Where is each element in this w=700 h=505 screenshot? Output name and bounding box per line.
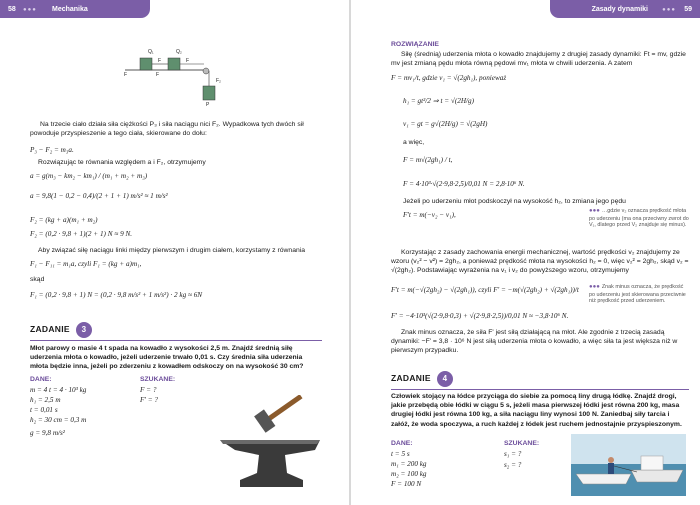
task-heading [30, 322, 92, 338]
equation: F = m√(2gh₁) / t, [403, 156, 453, 164]
task-number-badge: 3 [76, 322, 92, 338]
equation: F't = m(−√(2gh₂) − √(2gh₁)), czyli F' = −m(√(2gh₂) + √(2gh₁))/t [391, 286, 579, 294]
left-page [0, 0, 349, 505]
side-note [589, 284, 689, 305]
equation: F't = m(−v₂ − v₁), [403, 211, 456, 219]
page-number-right: 59 [684, 6, 692, 13]
equation: F = 4·10³·√(2·9,8·2,5)/0,01 N = 2,8·10⁶ N. [403, 180, 525, 188]
equation: v₁ = gt = g√(2H/g) = √(2gH) [403, 120, 488, 128]
page-header-left [0, 0, 150, 18]
sought-label: SZUKANE: [140, 376, 176, 383]
side-note-text: …gdzie v₂ oznacza prędkość młota po uderzeniu (ma ona przeciwny zwrot do V₁, dlatego przed V₂ znajduje się minus). [589, 208, 689, 229]
equation: F₂ = (kg + a)(m₁ + m₂) [30, 216, 98, 224]
given-item: t = 5 s [391, 450, 410, 458]
given-label: DANE: [391, 440, 413, 447]
paragraph: Znak minus oznacza, że siła F' jest siłą działającą na młot. Ale zgodnie z trzecią zasadą dynamiki: −F' = 3,8 · 10⁶ N jest siłą uderzenia młota o kowadło, a więc siła ta jest większa niż w pierwszym przypadku. [391, 329, 678, 355]
note-dots: ●●● [589, 208, 600, 214]
paragraph: Na trzecie ciało działa siła ciężkości P₃ i siła naciągu nici F₂. Wypadkowa tych dwóch sił powoduje przyspieszenie a tego ciała, skierowane do dołu: [30, 121, 304, 138]
equation: a = g(m₃ − km₂ − km₁) / (m₁ + m₂ + m₃) [30, 172, 148, 180]
paragraph: Siłę (średnią) uderzenia młota o kowadło znajdujemy z drugiej zasady dynamiki: Ft = mv, gdzie mv jest zmianą pędu młota równą pędowi mv₁ młota w chwili uderzenia. A zatem [391, 51, 686, 68]
diagram-label: Q₁ [148, 49, 154, 55]
side-note-text: Znak minus oznacza, że prędkość po uderzeniu jest skierowana przeciwnie niż prędkość przed uderzeniem. [589, 284, 686, 305]
equation: F₂ = (0,2 · 9,8 + 1)(2 + 1) N ≈ 9 N. [30, 230, 133, 238]
paragraph: Jeżeli po uderzeniu młot podskoczył na wysokość h₂, to zmiana jego pędu [403, 198, 626, 205]
diagram-label: F [158, 58, 162, 64]
task-heading [391, 371, 453, 387]
equation: h₁ = gt²/2 ⇒ t = √(2H/g) [403, 97, 475, 105]
paragraph: Aby związać siłę naciągu linki między pierwszym i drugim ciałem, korzystamy z równania [38, 247, 306, 254]
given-item: F = 100 N [391, 480, 422, 488]
paragraph: Rozwiązując te równania względem a i F₂, otrzymujemy [38, 159, 206, 166]
equation: F₁ − F₁₁ = m₁a, czyli F₁ = (kg + a)m₁, [30, 260, 142, 268]
task-label: ZADANIE [391, 373, 431, 384]
divider [30, 340, 322, 341]
anvil-hammer-illustration [215, 395, 330, 495]
sought-label: SZUKANE: [504, 440, 540, 447]
given-item: m = 4 t = 4 · 10³ kg [30, 386, 87, 394]
equation: F' = −4·10³(√(2·9,8·0,3) + √(2·9,8·2,5))/0,01 N ≈ −3,8·10⁶ N. [391, 312, 569, 320]
solution-label: ROZWIĄZANIE [391, 41, 439, 48]
given-item: m₂ = 100 kg [391, 470, 427, 478]
equation: P₃ − F₂ = m₃a. [30, 146, 74, 154]
paragraph: Korzystając z zasady zachowania energii mechanicznej, wartość prędkości v₂ znajdujemy ze wzoru (v₂² − v²) = 2gh₂, a ponieważ prędkość młota na wysokości h₂ = 0, więc v₂² = 2gh₂, skąd v₂ = √(2gh₂). Podstawiając wyrażenia na v₁ i v₂ do powyższego wzoru, otrzymujemy [391, 249, 689, 275]
given-item: h₁ = 2,5 m [30, 396, 61, 404]
header-dots: ●●● [662, 7, 676, 13]
right-page [351, 0, 700, 505]
equation: F₁ = (0,2 · 9,8 + 1) N = (0,2 · 9,8 m/s² + 1 m/s²) · 2 kg ≈ 6N [30, 291, 203, 299]
sought-item: s₁ = ? [504, 450, 522, 458]
diagram-label: F₂ [216, 78, 221, 84]
given-item: t = 0,01 s [30, 406, 58, 414]
sought-item: F' = ? [140, 396, 158, 404]
page-header-right [550, 0, 700, 18]
divider [391, 389, 689, 390]
side-note [589, 208, 689, 229]
sought-item: F = ? [140, 386, 157, 394]
given-item: g = 9,8 m/s² [30, 429, 65, 437]
page-number-left: 58 [8, 6, 16, 13]
task-label: ZADANIE [30, 324, 70, 335]
diagram-label: F [186, 58, 190, 64]
sought-item: s₂ = ? [504, 461, 522, 469]
diagram-label: Q₂ [176, 49, 182, 55]
note-dots: ●●● [589, 284, 600, 290]
given-label: DANE: [30, 376, 52, 383]
task-text: Człowiek stojący na łódce przyciąga do siebie za pomocą liny drugą łódkę. Znajdź drogi, jakie przebędą obie łódki w ciągu 5 s, jeżeli masa pierwszej łódki jest równa 200 kg, masa drugiej łódki jest równa 100 kg, a siła naciągu liny wynosi 100 N. Zaniedbaj siły tarcia i załóż, że woda spoczywa, a ruch każdej z łódek jest ruchem jednostajnie przyspieszonym. [391, 393, 682, 428]
diagram-label: F [124, 72, 128, 78]
pulley-diagram [120, 44, 230, 106]
paragraph: skąd [30, 276, 45, 283]
paragraph: a więc, [403, 139, 425, 146]
given-item: m₁ = 200 kg [391, 460, 427, 468]
equation: F = mv₁/t, gdzie v₁ = √(2gh₁), ponieważ [391, 74, 507, 82]
section-title-left: Mechanika [52, 6, 88, 13]
boat-photo [571, 434, 686, 496]
equation: a = 9,8(1 − 0,2 − 0,4)/(2 + 1 + 1) m/s² ≈ 1 m/s² [30, 192, 168, 200]
diagram-label: F [156, 72, 160, 78]
section-title-right: Zasady dynamiki [591, 6, 648, 13]
task-number-badge: 4 [437, 371, 453, 387]
header-dots: ●●● [23, 7, 37, 13]
task-text: Młot parowy o masie 4 t spada na kowadło z wysokości 2,5 m. Znajdź średnią siłę uderzenia młota o kowadło, jeżeli uderzenie trwało 0,01 s. Czy średnia siła uderzenia młota będzie inna, jeżeli po zderzeniu z kowadłem odskoczy on na wysokość 30 cm? [30, 345, 304, 371]
given-item: h₂ = 30 cm = 0,3 m [30, 416, 87, 424]
diagram-label: P [206, 102, 210, 106]
